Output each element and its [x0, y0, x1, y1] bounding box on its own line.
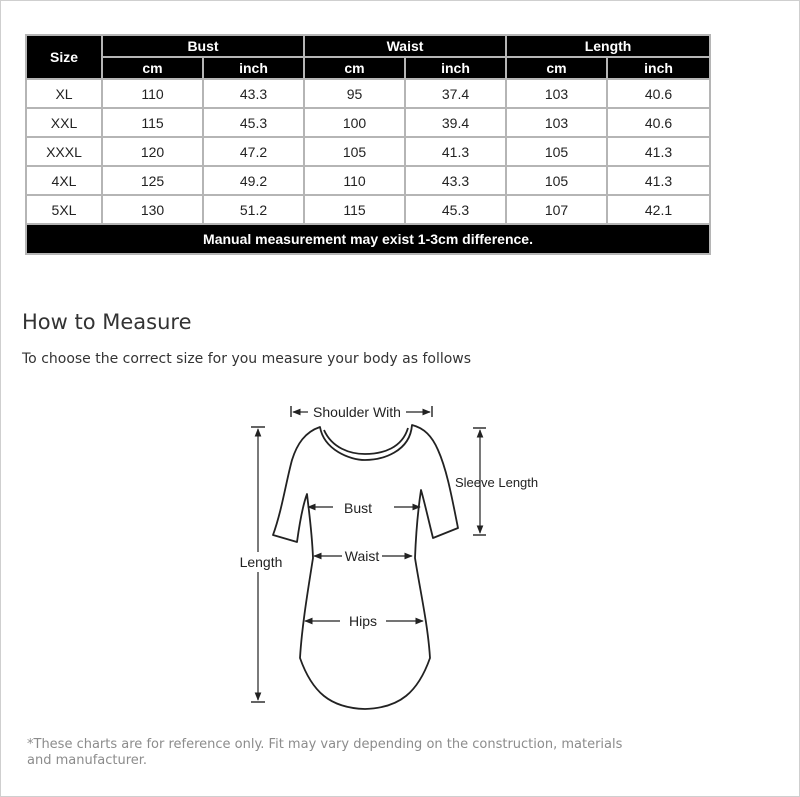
table-unit-row [26, 57, 710, 79]
value-cell: 47.2 [203, 137, 304, 166]
value-cell: 107 [506, 195, 607, 224]
value-cell: 39.4 [405, 108, 506, 137]
hips-label: Hips [348, 613, 378, 629]
value-cell: 42.1 [607, 195, 710, 224]
unit-header: cm [506, 57, 607, 79]
bust-group-header: Bust [102, 35, 304, 57]
value-cell: 45.3 [405, 195, 506, 224]
hips-measure [305, 613, 423, 629]
table-row [26, 79, 710, 108]
value-cell: 110 [304, 166, 405, 195]
length-measure [236, 427, 284, 702]
length-group-header: Length [506, 35, 710, 57]
table-header-row [26, 35, 710, 57]
value-cell: 41.3 [405, 137, 506, 166]
size-cell: XXXL [26, 137, 102, 166]
table-footer-row [26, 224, 710, 254]
value-cell: 37.4 [405, 79, 506, 108]
value-cell: 103 [506, 108, 607, 137]
how-to-measure-title: How to Measure [22, 310, 192, 334]
waist-group-header: Waist [304, 35, 506, 57]
sleeve-length-label: Sleeve Length [455, 475, 539, 490]
value-cell: 120 [102, 137, 203, 166]
size-chart-table [25, 34, 711, 255]
unit-header: inch [607, 57, 710, 79]
size-cell: XL [26, 79, 102, 108]
value-cell: 40.6 [607, 108, 710, 137]
value-cell: 105 [304, 137, 405, 166]
value-cell: 130 [102, 195, 203, 224]
value-cell: 41.3 [607, 137, 710, 166]
size-cell: 4XL [26, 166, 102, 195]
unit-header: cm [304, 57, 405, 79]
value-cell: 105 [506, 166, 607, 195]
value-cell: 41.3 [607, 166, 710, 195]
dress-measurement-diagram [0, 390, 800, 725]
value-cell: 125 [102, 166, 203, 195]
value-cell: 40.6 [607, 79, 710, 108]
value-cell: 49.2 [203, 166, 304, 195]
waist-measure [314, 548, 412, 564]
table-row [26, 195, 710, 224]
measurement-note: Manual measurement may exist 1-3cm difference. [26, 224, 710, 254]
sleeve-length-measure [455, 428, 538, 535]
value-cell: 43.3 [203, 79, 304, 108]
size-cell: 5XL [26, 195, 102, 224]
shoulder-width-measure [291, 404, 432, 420]
table-row [26, 137, 710, 166]
value-cell: 110 [102, 79, 203, 108]
value-cell: 95 [304, 79, 405, 108]
value-cell: 103 [506, 79, 607, 108]
bust-measure [308, 500, 420, 516]
value-cell: 51.2 [203, 195, 304, 224]
unit-header: cm [102, 57, 203, 79]
value-cell: 43.3 [405, 166, 506, 195]
shoulder-width-label: Shoulder With [313, 404, 401, 420]
value-cell: 115 [304, 195, 405, 224]
unit-header: inch [203, 57, 304, 79]
value-cell: 105 [506, 137, 607, 166]
table-row [26, 166, 710, 195]
unit-header: inch [405, 57, 506, 79]
dress-outline-icon [273, 425, 458, 709]
length-label: Length [239, 554, 283, 570]
table-row [26, 108, 710, 137]
disclaimer-note: *These charts are for reference only. Fit may vary depending on the construction, materials and manufacturer. [27, 737, 623, 768]
bust-label: Bust [343, 500, 373, 516]
how-to-measure-subtitle: To choose the correct size for you measure your body as follows [22, 351, 472, 367]
waist-label: Waist [344, 548, 380, 564]
value-cell: 115 [102, 108, 203, 137]
value-cell: 45.3 [203, 108, 304, 137]
size-cell: XXL [26, 108, 102, 137]
value-cell: 100 [304, 108, 405, 137]
size-column-header: Size [26, 35, 102, 79]
